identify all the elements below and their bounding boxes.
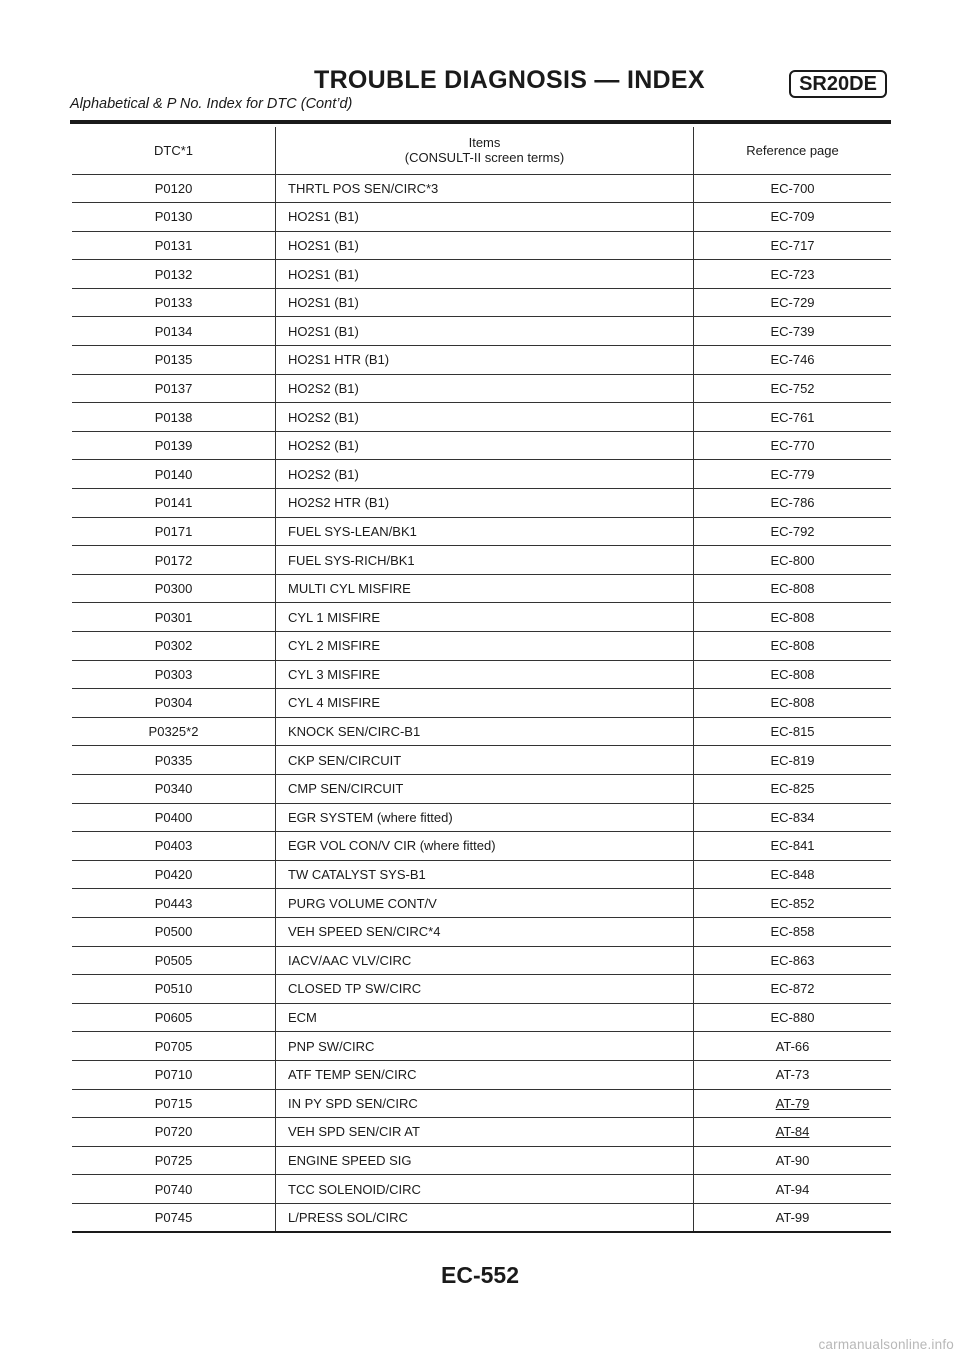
reference-page-cell: EC-848 [694,860,892,889]
table-row [72,1118,891,1147]
table-row [72,889,891,918]
table-row [72,489,891,518]
reference-page-cell: EC-786 [694,489,892,518]
table-row [72,689,891,718]
dtc-code-cell: P0720 [72,1118,276,1147]
table-row [72,774,891,803]
dtc-code-cell: P0141 [72,489,276,518]
dtc-code-cell: P0325*2 [72,717,276,746]
page-title: TROUBLE DIAGNOSIS — INDEX [314,66,705,94]
reference-page-cell: AT-94 [694,1175,892,1204]
reference-page-cell: EC-819 [694,746,892,775]
header-divider [70,120,891,124]
item-cell: L/PRESS SOL/CIRC [276,1203,694,1232]
reference-page-cell: EC-729 [694,288,892,317]
item-cell: HO2S2 (B1) [276,403,694,432]
dtc-code-cell: P0400 [72,803,276,832]
item-cell: TCC SOLENOID/CIRC [276,1175,694,1204]
table-row [72,346,891,375]
table-header-row [72,127,891,174]
page-subtitle: Alphabetical & P No. Index for DTC (Cont’d) [70,96,353,112]
table-body [72,174,891,1232]
item-cell: CLOSED TP SW/CIRC [276,975,694,1004]
reference-page-cell: EC-872 [694,975,892,1004]
column-header-items-line2: (CONSULT-II screen terms) [404,150,565,166]
reference-page-link[interactable]: AT-79 [775,1095,810,1111]
dtc-code-cell: P0335 [72,746,276,775]
reference-page-link[interactable]: AT-84 [775,1124,810,1140]
dtc-index-table [72,127,891,1233]
page-number: EC-552 [441,1262,519,1288]
dtc-code-cell: P0140 [72,460,276,489]
item-cell: MULTI CYL MISFIRE [276,574,694,603]
table-row [72,1146,891,1175]
table-row [72,403,891,432]
reference-page-cell: EC-800 [694,546,892,575]
dtc-code-cell: P0303 [72,660,276,689]
reference-page-cell: EC-834 [694,803,892,832]
item-cell: ATF TEMP SEN/CIRC [276,1060,694,1089]
table-row [72,632,891,661]
table-row [72,317,891,346]
reference-page-cell: EC-815 [694,717,892,746]
item-cell: CMP SEN/CIRCUIT [276,774,694,803]
reference-page-cell: EC-880 [694,1003,892,1032]
table-row [72,832,891,861]
table-row [72,975,891,1004]
dtc-code-cell: P0171 [72,517,276,546]
reference-page-cell: EC-852 [694,889,892,918]
reference-page-cell: EC-779 [694,460,892,489]
item-cell: KNOCK SEN/CIRC-B1 [276,717,694,746]
reference-page-cell: EC-808 [694,632,892,661]
dtc-code-cell: P0131 [72,231,276,260]
item-cell: HO2S1 HTR (B1) [276,346,694,375]
dtc-code-cell: P0705 [72,1032,276,1061]
table-row [72,517,891,546]
item-cell: IN PY SPD SEN/CIRC [276,1089,694,1118]
table-row [72,431,891,460]
watermark-text: carmanualsonline.info [818,1337,954,1352]
table-row [72,717,891,746]
table-row [72,603,891,632]
table-row [72,803,891,832]
dtc-code-cell: P0120 [72,174,276,203]
item-cell: CYL 1 MISFIRE [276,603,694,632]
item-cell: PNP SW/CIRC [276,1032,694,1061]
dtc-code-cell: P0132 [72,260,276,289]
reference-page-cell: EC-808 [694,689,892,718]
reference-page-cell: AT-66 [694,1032,892,1061]
dtc-code-cell: P0172 [72,546,276,575]
dtc-code-cell: P0420 [72,860,276,889]
dtc-code-cell: P0133 [72,288,276,317]
table-row [72,288,891,317]
table-row [72,174,891,203]
table-row [72,917,891,946]
reference-page-cell: AT-73 [694,1060,892,1089]
item-cell: ECM [276,1003,694,1032]
reference-page-cell: EC-808 [694,660,892,689]
column-header-items-line1: Items [468,135,501,151]
item-cell: HO2S1 (B1) [276,260,694,289]
table-row [72,203,891,232]
item-cell: HO2S2 (B1) [276,431,694,460]
dtc-code-cell: P0745 [72,1203,276,1232]
table-row [72,746,891,775]
item-cell: VEH SPEED SEN/CIRC*4 [276,917,694,946]
dtc-code-cell: P0510 [72,975,276,1004]
table-row [72,946,891,975]
reference-page-cell: EC-808 [694,574,892,603]
dtc-code-cell: P0740 [72,1175,276,1204]
reference-page-cell: EC-863 [694,946,892,975]
table-row [72,231,891,260]
dtc-code-cell: P0130 [72,203,276,232]
reference-page-cell: EC-841 [694,832,892,861]
dtc-code-cell: P0134 [72,317,276,346]
item-cell: HO2S1 (B1) [276,203,694,232]
dtc-code-cell: P0340 [72,774,276,803]
dtc-code-cell: P0715 [72,1089,276,1118]
item-cell: FUEL SYS-RICH/BK1 [276,546,694,575]
dtc-code-cell: P0605 [72,1003,276,1032]
item-cell: HO2S1 (B1) [276,231,694,260]
reference-page-cell: EC-770 [694,431,892,460]
reference-page-cell: AT-90 [694,1146,892,1175]
item-cell: HO2S1 (B1) [276,317,694,346]
dtc-code-cell: P0443 [72,889,276,918]
item-cell: HO2S2 (B1) [276,460,694,489]
item-cell: IACV/AAC VLV/CIRC [276,946,694,975]
item-cell: THRTL POS SEN/CIRC*3 [276,174,694,203]
reference-page-cell: EC-739 [694,317,892,346]
dtc-code-cell: P0505 [72,946,276,975]
table-row [72,574,891,603]
reference-page-cell: EC-761 [694,403,892,432]
dtc-code-cell: P0500 [72,917,276,946]
table-row [72,1175,891,1204]
item-cell: ENGINE SPEED SIG [276,1146,694,1175]
reference-page-cell: EC-723 [694,260,892,289]
item-cell: TW CATALYST SYS-B1 [276,860,694,889]
item-cell: HO2S2 HTR (B1) [276,489,694,518]
item-cell: CYL 2 MISFIRE [276,632,694,661]
reference-page-cell: EC-792 [694,517,892,546]
dtc-code-cell: P0403 [72,832,276,861]
table-row [72,460,891,489]
item-cell: PURG VOLUME CONT/V [276,889,694,918]
table-row [72,1060,891,1089]
column-header-items [276,127,694,174]
reference-page-cell: AT-99 [694,1203,892,1232]
table-row [72,1203,891,1232]
column-header-dtc: DTC*1 [153,142,193,158]
reference-page-cell: EC-752 [694,374,892,403]
item-cell: FUEL SYS-LEAN/BK1 [276,517,694,546]
table-row [72,860,891,889]
reference-page-cell: EC-858 [694,917,892,946]
table-row [72,1003,891,1032]
reference-page-cell: EC-709 [694,203,892,232]
reference-page-cell: EC-700 [694,174,892,203]
reference-page-cell: EC-717 [694,231,892,260]
table-row [72,660,891,689]
item-cell: CYL 4 MISFIRE [276,689,694,718]
reference-page-cell: EC-746 [694,346,892,375]
table-row [72,1089,891,1118]
dtc-code-cell: P0302 [72,632,276,661]
table-row [72,260,891,289]
table-row [72,546,891,575]
table-row [72,1032,891,1061]
reference-page-cell[interactable] [694,1118,892,1147]
dtc-code-cell: P0300 [72,574,276,603]
dtc-code-cell: P0135 [72,346,276,375]
reference-page-cell: EC-808 [694,603,892,632]
reference-page-cell: EC-825 [694,774,892,803]
item-cell: CYL 3 MISFIRE [276,660,694,689]
dtc-code-cell: P0725 [72,1146,276,1175]
item-cell: HO2S1 (B1) [276,288,694,317]
engine-badge: SR20DE [789,70,887,98]
dtc-code-cell: P0304 [72,689,276,718]
column-header-reference: Reference page [694,127,892,174]
item-cell: VEH SPD SEN/CIR AT [276,1118,694,1147]
table-row [72,374,891,403]
item-cell: EGR SYSTEM (where fitted) [276,803,694,832]
dtc-code-cell: P0138 [72,403,276,432]
item-cell: EGR VOL CON/V CIR (where fitted) [276,832,694,861]
item-cell: CKP SEN/CIRCUIT [276,746,694,775]
reference-page-cell[interactable] [694,1089,892,1118]
dtc-code-cell: P0139 [72,431,276,460]
dtc-code-cell: P0710 [72,1060,276,1089]
item-cell: HO2S2 (B1) [276,374,694,403]
dtc-code-cell: P0301 [72,603,276,632]
dtc-code-cell: P0137 [72,374,276,403]
